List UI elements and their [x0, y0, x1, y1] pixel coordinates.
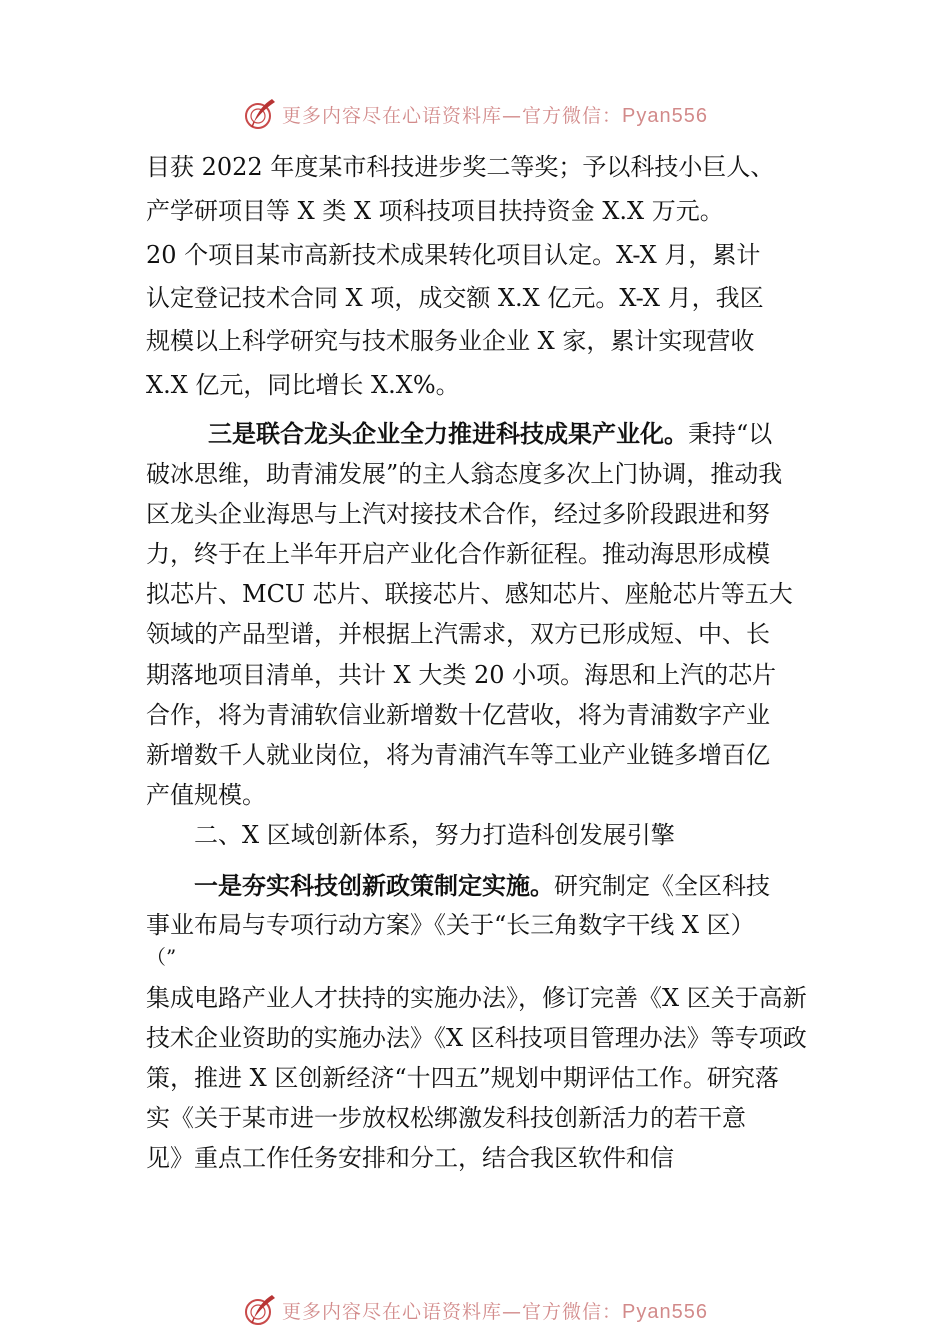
- watermark-header: [0, 94, 950, 134]
- text-line: 目获 2022 年度某市科技进步奖二等奖；予以科技小巨人、: [146, 153, 775, 181]
- text-line: 见》重点工作任务安排和分工，结合我区软件和信: [146, 1144, 674, 1172]
- paragraph-first-line: 三是联合龙头企业全力推进科技成果产业化。秉持“以: [208, 420, 773, 448]
- paragraph-heading: 三是联合龙头企业全力推进科技成果产业化。: [208, 420, 688, 448]
- watermark-text: 更多内容尽在心语资料库—官方微信：Pyan556: [282, 104, 708, 127]
- quill-pen-seal-icon: [242, 1292, 278, 1328]
- text-line: 产值规模。: [146, 781, 266, 809]
- paragraph-first-line: 一是夯实科技创新政策制定实施。研究制定《全区科技: [194, 872, 770, 900]
- text-line: 实《关于某市进一步放权松绑激发科技创新活力的若干意: [146, 1104, 746, 1132]
- text-line: 产学研项目等 X 类 X 项科技项目扶持资金 X.X 万元。: [146, 197, 724, 225]
- watermark-id: Pyan556: [622, 1300, 708, 1323]
- text-line: 拟芯片、MCU 芯片、联接芯片、感知芯片、座舱芯片等五大: [146, 580, 793, 608]
- quill-pen-seal-icon: [242, 96, 278, 132]
- watermark-footer: [0, 1290, 950, 1330]
- watermark-id: Pyan556: [622, 104, 708, 127]
- text-line: 领域的产品型谱，并根据上汽需求，双方已形成短、中、长: [146, 620, 770, 648]
- text-line: 策，推进 X 区创新经济“十四五”规划中期评估工作。研究落: [146, 1064, 779, 1092]
- text-line: 规模以上科学研究与技术服务业企业 X 家，累计实现营收: [146, 327, 755, 355]
- text-line: 合作，将为青浦软信业新增数十亿营收，将为青浦数字产业: [146, 701, 770, 729]
- text-line: 新增数千人就业岗位，将为青浦汽车等工业产业链多增百亿: [146, 741, 770, 769]
- section-heading: 二、X 区域创新体系，努力打造科创发展引擎: [194, 821, 675, 849]
- text-line: X.X 亿元，同比增长 X.X%。: [146, 371, 460, 399]
- watermark-text: 更多内容尽在心语资料库—官方微信：Pyan556: [282, 1300, 708, 1323]
- paragraph-heading: 一是夯实科技创新政策制定实施。: [194, 872, 554, 900]
- text-line: 集成电路产业人才扶持的实施办法》，修订完善《X 区关于高新: [146, 984, 807, 1012]
- text-line: 技术企业资助的实施办法》《X 区科技项目管理办法》等专项政: [146, 1024, 807, 1052]
- text-line: 20 个项目某市高新技术成果转化项目认定。X-X 月，累计: [146, 241, 761, 269]
- text-line: 区龙头企业海思与上汽对接技术合作，经过多阶段跟进和努: [146, 500, 770, 528]
- text-line: 期落地项目清单，共计 X 大类 20 小项。海思和上汽的芯片: [146, 661, 777, 689]
- text-line: 力，终于在上半年开启产业化合作新征程。推动海思形成模: [146, 540, 770, 568]
- text-line: （”: [146, 945, 177, 969]
- text-line: 破冰思维，助青浦发展”的主人翁态度多次上门协调，推动我: [146, 460, 783, 488]
- text-line: 事业布局与专项行动方案》《关于“长三角数字干线 X 区）: [146, 911, 755, 939]
- text-line: 认定登记技术合同 X 项，成交额 X.X 亿元。X-X 月，我区: [146, 284, 764, 312]
